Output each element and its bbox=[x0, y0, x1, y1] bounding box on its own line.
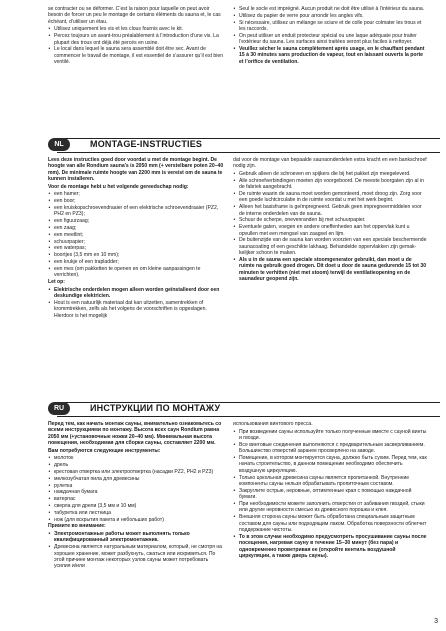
list-item: • een waterpas; bbox=[48, 245, 226, 251]
list-item: • Le local dans lequel le sauna sera assemblé doit être sec. Avant de commencer le travail de montage, il est essentiel de s’assurer qu’il est bien ventilé. bbox=[48, 46, 225, 65]
bullet-list bbox=[48, 531, 226, 570]
list-item: • een krukje of een trapladder; bbox=[48, 259, 226, 265]
list-item: • Только цокольная древесина сауны является пропитанной. Внутренние компоненты сауны нельзя обрабатывать пропиточным составом. bbox=[233, 475, 428, 488]
paragraph: se contracter ou se déformer. C’est la raison pour laquelle on peut avoir besoin de forcer un peu le montage de certains éléments du sauna et, le cas échéant, d’utiliser un étau. bbox=[48, 6, 221, 25]
list-item: • Hout is een natuurlijk materiaal dat kan uitzetten, samentrekken of krommtrekken, zelfs als het volgens de voorschriften is opgeslagen. Hierdoor is het mogelijk bbox=[48, 300, 226, 319]
paragraph: Примите во внимание: bbox=[48, 523, 106, 530]
list-item: • De buitenzijde van de sauna kan worden voorzien van een speciale beschermende saunacoating of een geschikte lakhaag. Behandelde oppervlakken zijn gemakkelijker schoon te maken. bbox=[233, 237, 428, 256]
list-item: • Внешняя сторона сауны может быть обработана специальным защитным составом для сауны или подходящим лаком. Обработка поверхности облегчит поддержание чистоты. bbox=[233, 514, 428, 533]
list-item: • молоток bbox=[48, 455, 226, 461]
fr-col-left bbox=[48, 6, 225, 66]
list-item: • Elektrische onderdelen mogen alleen worden geïnstalleerd door een deskundige elektricien. bbox=[48, 287, 226, 300]
list-item: • Utilisez uniquement les vis et les clous fournis avec le kit. bbox=[48, 26, 225, 32]
paragraph: Перед тем, как начать монтаж сауны, внимательно ознакомьтесь со всеми инструкциями по монтажу. Высота всех саун Rondium равна 2050 мм (+установочные ножки 20–40 мм). Минимальная высота помещения, необходимая для сборки сауны, составляет 2200 мм. bbox=[48, 421, 222, 447]
list-item: • Percez toujours un avant-trou préalablement à l’introduction d’une vis. La plupart des trous ont déjà été percés en usine. bbox=[48, 33, 225, 46]
list-item: • Schuur de scherpe, onevenranden bij met schuurpapier. bbox=[233, 217, 428, 223]
list-item: • Gebruik alleen de schroeven en spijkers die bij het pakket zijn meegeleverd. bbox=[233, 171, 428, 177]
list-item: • Utilisez du papier de verre pour arrondir les angles vifs. bbox=[233, 13, 428, 19]
list-item: • De ruimte waarin de sauna moet worden gemonteerd, moet droog zijn. Zorg voor een goede luchtcirculatie in de ruimte voordat u met het werk begint. bbox=[233, 191, 428, 204]
list-item: • een figuurzaag; bbox=[48, 218, 226, 224]
list-item: • een kruiskopschroevendraaier of een elektrische schroevendraaier (PZ2, PH2 en PZ3); bbox=[48, 205, 226, 218]
list-item: • мелкозубчатая пила для древесины bbox=[48, 476, 226, 482]
list-item: • Закруглите острые, неровные, оптимтенные края с помощью наждачной бумаги. bbox=[233, 488, 428, 501]
list-item: • Als u in de sauna een speciale stoomgenerator gebruikt, dan moet u de ruimte na gebruik goed drogen. Dit doet u door de sauna gedurende 15 tot 30 minuten te verhitten (niet met stoom) terwijl de ventilatieopening en de saunadeur geopend zijn. bbox=[233, 257, 428, 283]
bullet-list bbox=[48, 287, 226, 319]
paragraph: Let op: bbox=[48, 278, 65, 285]
list-item: • нож (для вскрытия пакета и небольших работ) bbox=[48, 517, 226, 523]
list-item: • een boor; bbox=[48, 198, 226, 204]
list-item: • Alle schroefverbindingen moeten zijn voorgeboord. De meeste boorgaten zijn al in de fabriek aangebracht. bbox=[233, 178, 428, 191]
list-item: • крестовая отвертка или электроотвертка (насадки PZ2, PH2 и PZ3) bbox=[48, 469, 226, 475]
list-item: • наждачная бумага bbox=[48, 489, 226, 495]
list-item: • een zaag; bbox=[48, 225, 226, 231]
list-item: • Электромонтажные работы может выполнять только квалифицированный электромонтажник. bbox=[48, 531, 226, 544]
list-item: • табуретка или лестница bbox=[48, 510, 226, 516]
paragraph: dat voor de montage van bepaalde saunaonderdelen extra kracht en een bankschroef nodig zijn. bbox=[233, 157, 427, 170]
nl-section-title: MONTAGE-INSTRUCTIES bbox=[90, 139, 203, 149]
nl-col-right bbox=[233, 157, 428, 283]
list-item: • Si nécessaire, utilisez un mélange se sciure et de colle pour colmater les trous et les raccords. bbox=[233, 20, 428, 33]
page-number: 3 bbox=[434, 618, 438, 625]
list-item: • Eventuele gaten, voegen en andere oneffenheden aan het oppervlak kunt u opvullen met een mengsel van zaagsel en lijm. bbox=[233, 224, 428, 237]
ru-section-title: ИНСТРУКЦИИ ПО МОНТАЖУ bbox=[90, 403, 221, 413]
list-item: • schuurpapier; bbox=[48, 239, 226, 245]
bullet-list bbox=[233, 171, 428, 283]
bullet-list bbox=[233, 6, 428, 65]
paragraph: использования винтового пресса. bbox=[233, 421, 313, 427]
list-item: • Помещение, в котором монтируется сауна, должно быть сухим. Перед тем, как начать строительство, в данном помещении необходимо обеспечить воздушную циркуляцию. bbox=[233, 455, 428, 474]
ru-language-badge: RU bbox=[48, 402, 70, 415]
list-item: • То в этом случае необходимо предусмотреть просушивание сауны после посещения, нагревая сауну в течение 15–30 минут (без пара) и одновременно проветривая ее (откройте вентиль воздушной циркуляции, а также дверь сауны). bbox=[233, 534, 428, 560]
list-item: • boortjes (3,5 mm en 10 mm); bbox=[48, 252, 226, 258]
paragraph: Lees deze instructies goed door voordat u met de montage begint. De hoogte van alle Rondium sauna’s is 2050 mm (+ verstelbare poten 20–40 mm). De minimale ruimte hoogte van 2200 mm is vereist om de sauna te kunnen installeren. bbox=[48, 157, 224, 183]
list-item: • дрель bbox=[48, 462, 226, 468]
paragraph: Voor de montage hebt u het volgende gereedschap nodig: bbox=[48, 183, 189, 190]
bullet-list bbox=[233, 429, 428, 560]
list-item: • рулетка bbox=[48, 483, 226, 489]
list-item: • Veuillez sécher le sauna complètement après usage, en le chauffant pendant 15 à 30 minutes sans production de vapeur, tout en laissant ouverts la porte et l’orifice de ventilation. bbox=[233, 46, 428, 65]
fr-col-right bbox=[233, 6, 428, 66]
list-item: • сверла для дрели (3,5 мм и 10 мм) bbox=[48, 503, 226, 509]
bullet-list bbox=[48, 191, 226, 278]
list-item: • een hamer; bbox=[48, 191, 226, 197]
list-item: • een mes (om pakketten te openen en om kleine aanpassingen te verrichten). bbox=[48, 266, 226, 279]
nl-col-left bbox=[48, 157, 226, 319]
list-item: • Alleen het basisframe is geïmpregneerd. Gebruik geen impregneermiddelen voor de interne onderdelen van de sauna. bbox=[233, 204, 428, 217]
list-item: • On peut utiliser un enduit protecteur spécial ou une laque adéquate pour traiter l’extérieur du sauna. Les surfaces ainsi traitées seront plus faciles à nettoyer. bbox=[233, 33, 428, 46]
paragraph: Вам потребуются следующие инструменты: bbox=[48, 447, 161, 454]
list-item: • een meetlint; bbox=[48, 232, 226, 238]
list-item: • При возведении сауны используйте только полученные вместе с сауной винты и гвозди. bbox=[233, 429, 428, 442]
bullet-list bbox=[48, 455, 226, 523]
list-item: • При необходимости можете заполнить отверстия от забивания гвоздей, стыки или другие неровности смесью из древесного порошка и клея. bbox=[233, 501, 428, 514]
nl-language-badge: NL bbox=[48, 138, 70, 151]
bullet-list bbox=[48, 26, 225, 65]
list-item: • Seul le socle est imprégné. Aucun produit ne doit être utilisé à l’intérieur du sauna. bbox=[233, 6, 428, 12]
list-item: • ватерпас bbox=[48, 496, 226, 502]
ru-col-right bbox=[233, 421, 428, 560]
list-item: • Все винтовые соединения выполняются с предварительным засверливанием. Большинство отверстий заранее просверлено на заводе. bbox=[233, 442, 428, 455]
list-item: • Древесина является натуральным материалом, который, не смотря на хорошее хранение, может разбухнуть, сжаться или искривиться. По этой причине монтаж некоторых узлов сауны может потребовать усилия и/или bbox=[48, 544, 226, 570]
ru-col-left bbox=[48, 421, 226, 570]
